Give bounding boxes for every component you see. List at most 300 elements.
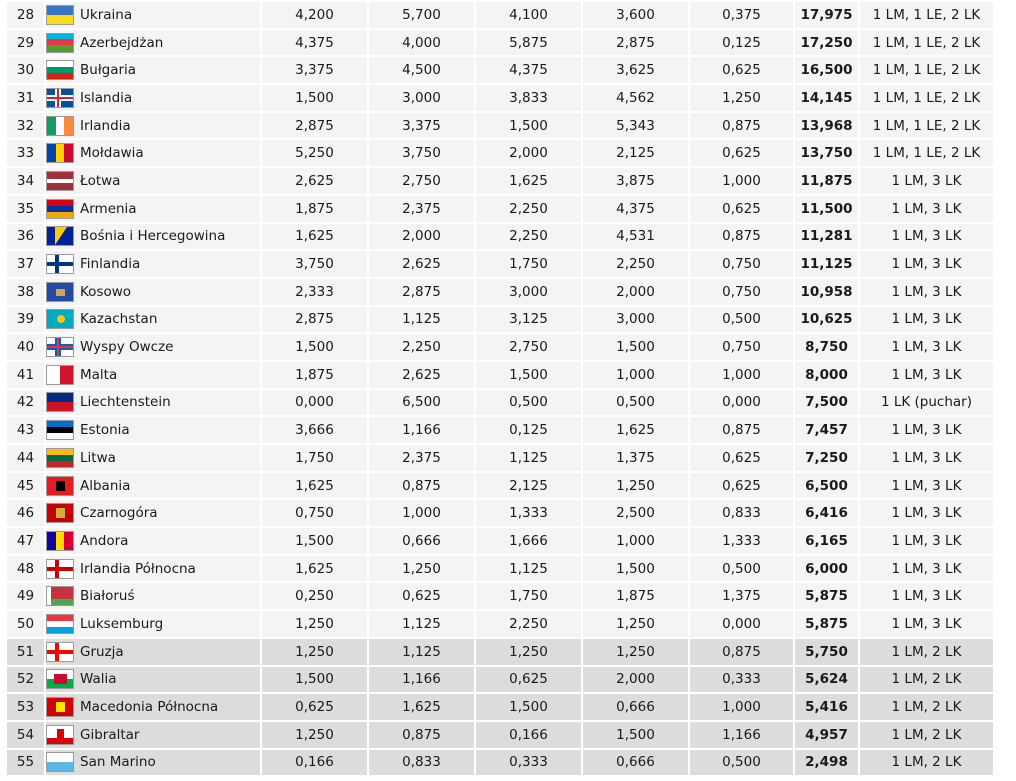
cup-places: 1 LM, 3 LK: [860, 279, 993, 305]
country-cell: [46, 750, 260, 776]
wales-flag-icon: [46, 669, 74, 689]
season-score-2: 3,000: [369, 85, 474, 111]
rank-cell: 45: [7, 473, 44, 499]
cup-places: 1 LM, 3 LK: [860, 445, 993, 471]
season-score-1: 1,500: [262, 528, 367, 554]
cup-places: 1 LM, 3 LK: [860, 362, 993, 388]
season-score-5: 0,500: [690, 556, 793, 582]
season-score-2: 3,375: [369, 113, 474, 139]
iceland-flag-icon: [46, 88, 74, 108]
season-score-1: 0,625: [262, 694, 367, 720]
season-score-5: 0,625: [690, 196, 793, 222]
total-score: 6,500: [795, 473, 858, 499]
season-score-5: 0,333: [690, 667, 793, 693]
table-row: [7, 445, 993, 471]
season-score-3: 2,250: [476, 611, 581, 637]
country-name: Armenia: [80, 200, 137, 217]
season-score-4: 5,343: [583, 113, 688, 139]
country-name: Bułgaria: [80, 62, 137, 79]
cup-places: 1 LM, 3 LK: [860, 556, 993, 582]
country-cell: [46, 473, 260, 499]
country-name: Walia: [80, 671, 117, 688]
total-score: 11,500: [795, 196, 858, 222]
kosovo-flag-icon: [46, 282, 74, 302]
season-score-4: 3,600: [583, 2, 688, 28]
georgia-flag-icon: [46, 642, 74, 662]
cup-places: 1 LM, 3 LK: [860, 168, 993, 194]
north-macedonia-flag-icon: [46, 697, 74, 717]
country-cell: [46, 307, 260, 333]
season-score-1: 3,750: [262, 251, 367, 277]
table-row: [7, 2, 993, 28]
cup-places: 1 LM, 3 LK: [860, 500, 993, 526]
season-score-4: 0,666: [583, 750, 688, 776]
country-name: Litwa: [80, 449, 116, 466]
lithuania-flag-icon: [46, 448, 74, 468]
season-score-5: 0,875: [690, 113, 793, 139]
country-cell: [46, 500, 260, 526]
ranking-table-body: [7, 2, 993, 775]
table-row: [7, 694, 993, 720]
season-score-5: 0,500: [690, 750, 793, 776]
faroe-islands-flag-icon: [46, 337, 74, 357]
ireland-flag-icon: [46, 116, 74, 136]
total-score: 5,750: [795, 639, 858, 665]
season-score-2: 4,500: [369, 57, 474, 83]
season-score-5: 1,000: [690, 168, 793, 194]
table-row: [7, 390, 993, 416]
rank-cell: 28: [7, 2, 44, 28]
season-score-3: 0,166: [476, 722, 581, 748]
season-score-4: 3,000: [583, 307, 688, 333]
season-score-2: 1,125: [369, 611, 474, 637]
season-score-2: 2,000: [369, 224, 474, 250]
season-score-4: 2,875: [583, 30, 688, 56]
season-score-4: 2,000: [583, 279, 688, 305]
season-score-5: 1,000: [690, 694, 793, 720]
total-score: 5,875: [795, 611, 858, 637]
country-name: Białoruś: [80, 588, 135, 605]
season-score-5: 1,250: [690, 85, 793, 111]
season-score-2: 2,250: [369, 334, 474, 360]
country-name: Macedonia Północna: [80, 699, 219, 716]
season-score-4: 2,125: [583, 140, 688, 166]
country-cell: [46, 224, 260, 250]
season-score-4: 0,666: [583, 694, 688, 720]
finland-flag-icon: [46, 254, 74, 274]
season-score-1: 1,625: [262, 224, 367, 250]
season-score-5: 0,625: [690, 57, 793, 83]
rank-cell: 47: [7, 528, 44, 554]
season-score-4: 1,500: [583, 334, 688, 360]
country-cell: [46, 334, 260, 360]
season-score-1: 1,250: [262, 722, 367, 748]
cup-places: 1 LM, 3 LK: [860, 334, 993, 360]
season-score-2: 1,166: [369, 417, 474, 443]
season-score-1: 3,666: [262, 417, 367, 443]
country-cell: [46, 583, 260, 609]
country-cell: [46, 140, 260, 166]
rank-cell: 55: [7, 750, 44, 776]
cup-places: 1 LM, 2 LK: [860, 694, 993, 720]
season-score-4: 3,875: [583, 168, 688, 194]
country-cell: [46, 417, 260, 443]
rank-cell: 51: [7, 639, 44, 665]
rank-cell: 50: [7, 611, 44, 637]
total-score: 11,875: [795, 168, 858, 194]
moldova-flag-icon: [46, 143, 74, 163]
season-score-3: 4,375: [476, 57, 581, 83]
country-name: Wyspy Owcze: [80, 339, 174, 356]
country-name: Irlandia: [80, 117, 131, 134]
country-name: Czarnogóra: [80, 505, 158, 522]
country-cell: [46, 2, 260, 28]
montenegro-flag-icon: [46, 503, 74, 523]
season-score-1: 1,750: [262, 445, 367, 471]
season-score-1: 4,375: [262, 30, 367, 56]
country-name: Albania: [80, 477, 131, 494]
season-score-2: 0,875: [369, 473, 474, 499]
country-name: Gibraltar: [80, 726, 140, 743]
bulgaria-flag-icon: [46, 60, 74, 80]
total-score: 4,957: [795, 722, 858, 748]
country-cell: [46, 168, 260, 194]
rank-cell: 41: [7, 362, 44, 388]
azerbaijan-flag-icon: [46, 33, 74, 53]
total-score: 5,416: [795, 694, 858, 720]
season-score-4: 2,250: [583, 251, 688, 277]
country-name: Estonia: [80, 422, 130, 439]
total-score: 5,875: [795, 583, 858, 609]
season-score-4: 1,250: [583, 611, 688, 637]
season-score-4: 0,500: [583, 390, 688, 416]
country-cell: [46, 362, 260, 388]
country-name: Finlandia: [80, 256, 141, 273]
country-name: Liechtenstein: [80, 394, 171, 411]
country-cell: [46, 722, 260, 748]
rank-cell: 52: [7, 667, 44, 693]
country-cell: [46, 251, 260, 277]
table-row: [7, 168, 993, 194]
cup-places: 1 LM, 1 LE, 2 LK: [860, 2, 993, 28]
bosnia-flag-icon: [46, 226, 74, 246]
season-score-1: 1,500: [262, 334, 367, 360]
season-score-2: 0,625: [369, 583, 474, 609]
season-score-1: 1,625: [262, 556, 367, 582]
season-score-5: 1,166: [690, 722, 793, 748]
cup-places: 1 LM, 3 LK: [860, 611, 993, 637]
belarus-flag-icon: [46, 586, 74, 606]
table-row: [7, 473, 993, 499]
country-cell: [46, 196, 260, 222]
total-score: 13,750: [795, 140, 858, 166]
season-score-4: 2,500: [583, 500, 688, 526]
season-score-3: 4,100: [476, 2, 581, 28]
season-score-4: 2,000: [583, 667, 688, 693]
season-score-3: 2,250: [476, 224, 581, 250]
rank-cell: 33: [7, 140, 44, 166]
cup-places: 1 LK (puchar): [860, 390, 993, 416]
table-row: [7, 334, 993, 360]
season-score-5: 0,833: [690, 500, 793, 526]
country-cell: [46, 667, 260, 693]
country-name: Malta: [80, 366, 118, 383]
season-score-3: 1,625: [476, 168, 581, 194]
season-score-4: 1,250: [583, 473, 688, 499]
season-score-1: 1,250: [262, 639, 367, 665]
country-name: Kosowo: [80, 283, 132, 300]
season-score-3: 1,750: [476, 583, 581, 609]
cup-places: 1 LM, 1 LE, 2 LK: [860, 113, 993, 139]
rank-cell: 34: [7, 168, 44, 194]
season-score-4: 1,000: [583, 528, 688, 554]
season-score-1: 2,875: [262, 307, 367, 333]
country-name: Irlandia Północna: [80, 560, 196, 577]
country-cell: [46, 279, 260, 305]
rank-cell: 43: [7, 417, 44, 443]
season-score-1: 1,250: [262, 611, 367, 637]
season-score-3: 1,500: [476, 113, 581, 139]
table-row: [7, 224, 993, 250]
season-score-1: 0,166: [262, 750, 367, 776]
season-score-1: 5,250: [262, 140, 367, 166]
rank-cell: 35: [7, 196, 44, 222]
total-score: 2,498: [795, 750, 858, 776]
season-score-3: 3,125: [476, 307, 581, 333]
season-score-2: 1,000: [369, 500, 474, 526]
season-score-2: 1,625: [369, 694, 474, 720]
season-score-2: 3,750: [369, 140, 474, 166]
country-name: Łotwa: [80, 172, 121, 189]
total-score: 13,968: [795, 113, 858, 139]
season-score-2: 1,250: [369, 556, 474, 582]
country-cell: [46, 611, 260, 637]
season-score-2: 6,500: [369, 390, 474, 416]
total-score: 8,000: [795, 362, 858, 388]
season-score-1: 1,625: [262, 473, 367, 499]
total-score: 10,625: [795, 307, 858, 333]
season-score-5: 0,625: [690, 445, 793, 471]
cup-places: 1 LM, 2 LK: [860, 722, 993, 748]
rank-cell: 44: [7, 445, 44, 471]
total-score: 7,457: [795, 417, 858, 443]
rank-cell: 38: [7, 279, 44, 305]
season-score-3: 0,625: [476, 667, 581, 693]
cup-places: 1 LM, 1 LE, 2 LK: [860, 85, 993, 111]
rank-cell: 31: [7, 85, 44, 111]
total-score: 7,250: [795, 445, 858, 471]
country-name: Gruzja: [80, 643, 124, 660]
cup-places: 1 LM, 3 LK: [860, 528, 993, 554]
latvia-flag-icon: [46, 171, 74, 191]
total-score: 7,500: [795, 390, 858, 416]
cup-places: 1 LM, 3 LK: [860, 473, 993, 499]
table-row: [7, 639, 993, 665]
season-score-5: 1,375: [690, 583, 793, 609]
season-score-5: 0,875: [690, 224, 793, 250]
liechtenstein-flag-icon: [46, 392, 74, 412]
season-score-3: 1,125: [476, 556, 581, 582]
country-name: Azerbejdżan: [80, 34, 164, 51]
season-score-3: 1,750: [476, 251, 581, 277]
albania-flag-icon: [46, 476, 74, 496]
cup-places: 1 LM, 3 LK: [860, 196, 993, 222]
season-score-2: 0,666: [369, 528, 474, 554]
table-row: [7, 417, 993, 443]
table-row: [7, 611, 993, 637]
season-score-5: 1,333: [690, 528, 793, 554]
total-score: 8,750: [795, 334, 858, 360]
country-name: Bośnia i Hercegowina: [80, 228, 226, 245]
rank-cell: 29: [7, 30, 44, 56]
season-score-2: 1,125: [369, 307, 474, 333]
total-score: 6,165: [795, 528, 858, 554]
table-row: [7, 57, 993, 83]
season-score-1: 0,000: [262, 390, 367, 416]
season-score-4: 1,625: [583, 417, 688, 443]
season-score-4: 4,375: [583, 196, 688, 222]
season-score-2: 2,375: [369, 445, 474, 471]
table-row: [7, 583, 993, 609]
season-score-3: 1,500: [476, 694, 581, 720]
country-name: Islandia: [80, 89, 133, 106]
season-score-4: 4,562: [583, 85, 688, 111]
table-row: [7, 750, 993, 776]
rank-cell: 32: [7, 113, 44, 139]
season-score-5: 0,750: [690, 251, 793, 277]
season-score-5: 1,000: [690, 362, 793, 388]
cup-places: 1 LM, 1 LE, 2 LK: [860, 30, 993, 56]
rank-cell: 37: [7, 251, 44, 277]
season-score-5: 0,375: [690, 2, 793, 28]
season-score-3: 2,750: [476, 334, 581, 360]
season-score-5: 0,625: [690, 140, 793, 166]
table-row: [7, 140, 993, 166]
season-score-2: 2,875: [369, 279, 474, 305]
season-score-2: 2,375: [369, 196, 474, 222]
season-score-1: 1,875: [262, 362, 367, 388]
country-cell: [46, 57, 260, 83]
season-score-5: 0,000: [690, 611, 793, 637]
rank-cell: 39: [7, 307, 44, 333]
cup-places: 1 LM, 2 LK: [860, 667, 993, 693]
total-score: 14,145: [795, 85, 858, 111]
season-score-1: 2,333: [262, 279, 367, 305]
northern-ireland-flag-icon: [46, 559, 74, 579]
table-row: [7, 528, 993, 554]
country-name: Mołdawia: [80, 145, 144, 162]
season-score-3: 0,500: [476, 390, 581, 416]
season-score-3: 0,333: [476, 750, 581, 776]
malta-flag-icon: [46, 365, 74, 385]
season-score-1: 2,875: [262, 113, 367, 139]
country-cell: [46, 113, 260, 139]
season-score-4: 1,500: [583, 722, 688, 748]
season-score-1: 3,375: [262, 57, 367, 83]
country-cell: [46, 639, 260, 665]
season-score-5: 0,750: [690, 279, 793, 305]
country-name: Kazachstan: [80, 311, 158, 328]
andorra-flag-icon: [46, 531, 74, 551]
luxembourg-flag-icon: [46, 614, 74, 634]
season-score-3: 3,000: [476, 279, 581, 305]
country-cell: [46, 445, 260, 471]
total-score: 16,500: [795, 57, 858, 83]
season-score-3: 1,666: [476, 528, 581, 554]
rank-cell: 48: [7, 556, 44, 582]
season-score-5: 0,500: [690, 307, 793, 333]
season-score-4: 4,531: [583, 224, 688, 250]
season-score-5: 0,875: [690, 639, 793, 665]
rank-cell: 40: [7, 334, 44, 360]
season-score-1: 0,250: [262, 583, 367, 609]
season-score-2: 2,625: [369, 251, 474, 277]
country-name: San Marino: [80, 754, 156, 771]
cup-places: 1 LM, 3 LK: [860, 417, 993, 443]
season-score-3: 3,833: [476, 85, 581, 111]
season-score-4: 1,500: [583, 556, 688, 582]
season-score-5: 0,125: [690, 30, 793, 56]
total-score: 5,624: [795, 667, 858, 693]
table-row: [7, 196, 993, 222]
total-score: 11,125: [795, 251, 858, 277]
country-name: Ukraina: [80, 6, 133, 23]
season-score-3: 2,000: [476, 140, 581, 166]
season-score-3: 1,125: [476, 445, 581, 471]
total-score: 10,958: [795, 279, 858, 305]
season-score-1: 4,200: [262, 2, 367, 28]
table-row: [7, 113, 993, 139]
country-cell: [46, 85, 260, 111]
season-score-5: 0,875: [690, 417, 793, 443]
season-score-4: 1,375: [583, 445, 688, 471]
season-score-3: 1,333: [476, 500, 581, 526]
season-score-1: 1,500: [262, 667, 367, 693]
cup-places: 1 LM, 2 LK: [860, 639, 993, 665]
total-score: 17,975: [795, 2, 858, 28]
cup-places: 1 LM, 3 LK: [860, 251, 993, 277]
country-cell: [46, 390, 260, 416]
season-score-2: 1,166: [369, 667, 474, 693]
gibraltar-flag-icon: [46, 725, 74, 745]
total-score: 6,000: [795, 556, 858, 582]
table-row: [7, 500, 993, 526]
season-score-1: 2,625: [262, 168, 367, 194]
season-score-4: 3,625: [583, 57, 688, 83]
country-cell: [46, 556, 260, 582]
cup-places: 1 LM, 1 LE, 2 LK: [860, 57, 993, 83]
country-cell: [46, 694, 260, 720]
ukraine-flag-icon: [46, 5, 74, 25]
country-cell: [46, 528, 260, 554]
cup-places: 1 LM, 3 LK: [860, 224, 993, 250]
table-row: [7, 722, 993, 748]
cup-places: 1 LM, 1 LE, 2 LK: [860, 140, 993, 166]
country-name: Luksemburg: [80, 615, 164, 632]
rank-cell: 53: [7, 694, 44, 720]
san-marino-flag-icon: [46, 752, 74, 772]
rank-cell: 54: [7, 722, 44, 748]
season-score-1: 1,500: [262, 85, 367, 111]
table-row: [7, 556, 993, 582]
estonia-flag-icon: [46, 420, 74, 440]
total-score: 11,281: [795, 224, 858, 250]
season-score-2: 2,750: [369, 168, 474, 194]
season-score-5: 0,625: [690, 473, 793, 499]
table-row: [7, 30, 993, 56]
kazakhstan-flag-icon: [46, 309, 74, 329]
cup-places: 1 LM, 3 LK: [860, 307, 993, 333]
